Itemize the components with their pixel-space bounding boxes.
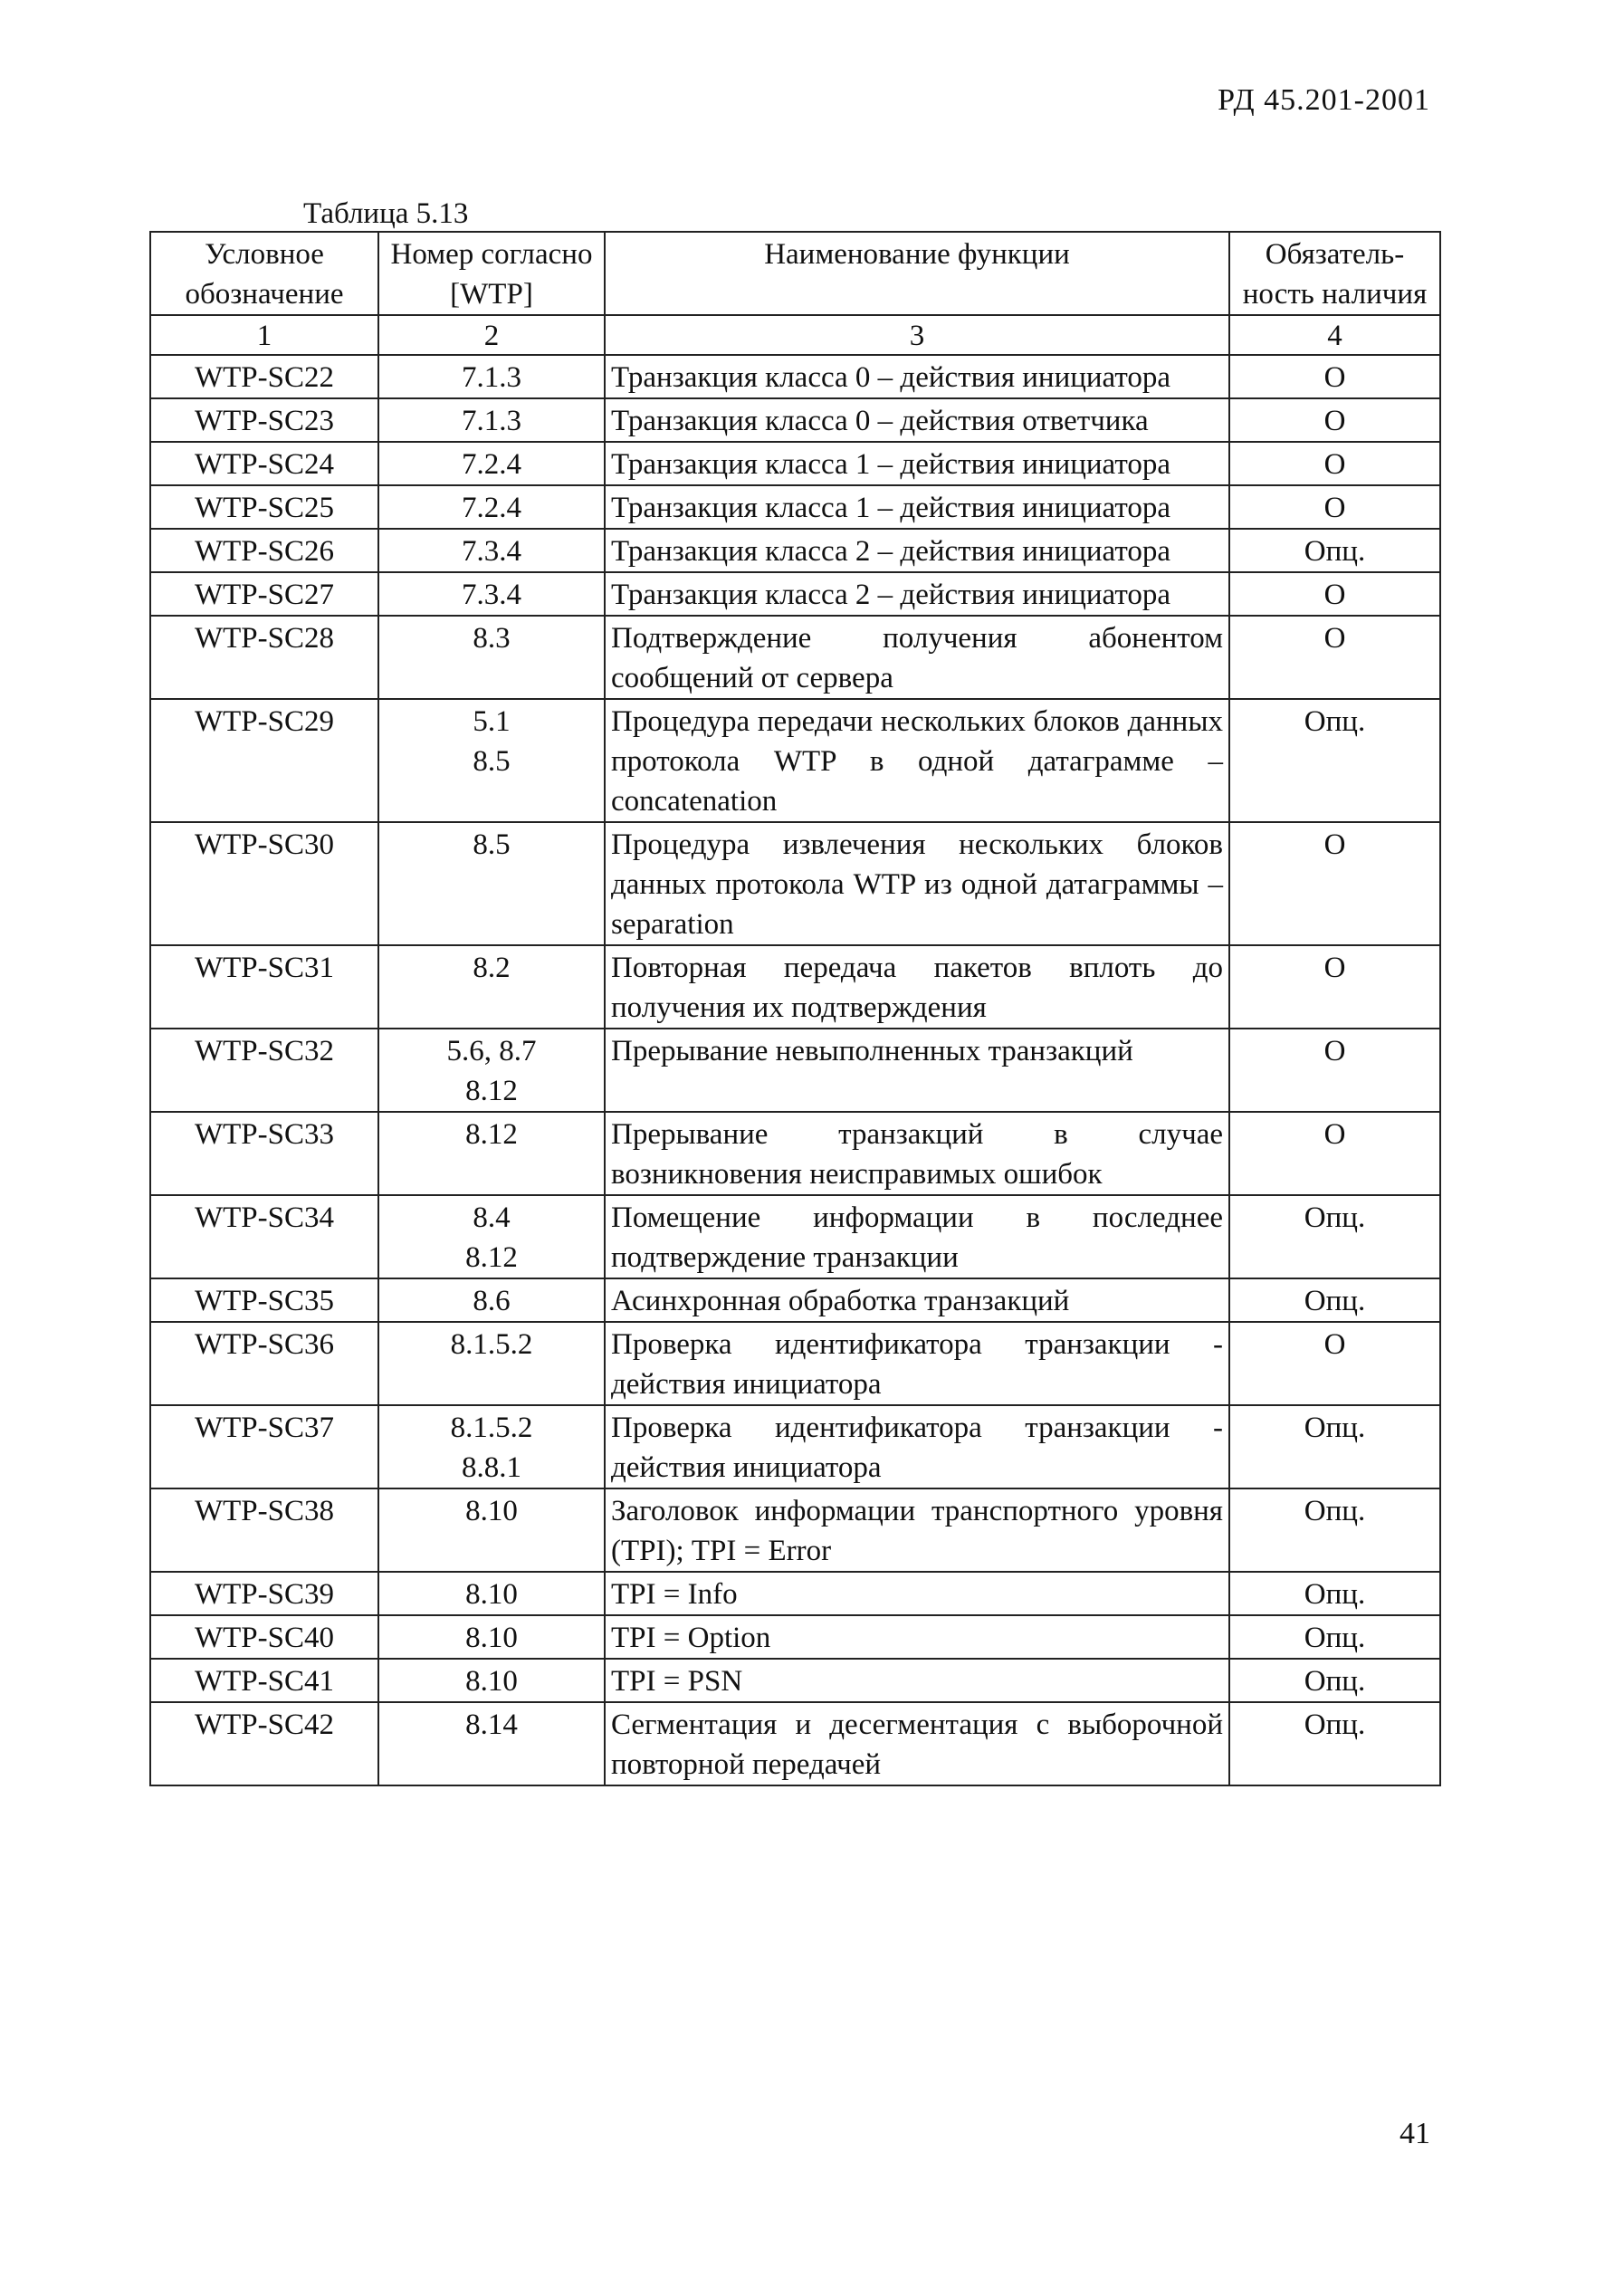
wtp-reference: 8.8.1: [462, 1451, 521, 1484]
cell-obligation: О: [1229, 822, 1440, 945]
column-header-designation: Условное обозначение: [150, 232, 378, 315]
wtp-reference: 8.3: [473, 622, 511, 655]
cell-wtp-number: [378, 1488, 605, 1572]
page-number: 41: [1400, 2117, 1430, 2150]
cell-wtp-number: [378, 398, 605, 442]
cell-function-name: Транзакция класса 0 – действия ответчика: [605, 398, 1229, 442]
wtp-reference: 8.12: [465, 1118, 518, 1151]
table-row: [150, 822, 1440, 945]
cell-designation: WTP-SC35: [150, 1278, 378, 1322]
cell-obligation: Опц.: [1229, 1572, 1440, 1615]
table-row: [150, 1322, 1440, 1405]
cell-designation: WTP-SC40: [150, 1615, 378, 1659]
cell-obligation: Опц.: [1229, 1278, 1440, 1322]
cell-designation: WTP-SC42: [150, 1702, 378, 1785]
cell-obligation: О: [1229, 398, 1440, 442]
column-number: 2: [378, 315, 605, 355]
wtp-reference: 8.12: [465, 1241, 518, 1274]
cell-obligation: Опц.: [1229, 1659, 1440, 1702]
cell-wtp-number: [378, 1322, 605, 1405]
cell-wtp-number: [378, 1195, 605, 1278]
cell-wtp-number: [378, 529, 605, 572]
cell-designation: WTP-SC36: [150, 1322, 378, 1405]
wtp-reference: 8.10: [465, 1622, 518, 1654]
table-header-row: [150, 232, 1440, 315]
cell-designation: WTP-SC41: [150, 1659, 378, 1702]
cell-designation: WTP-SC24: [150, 442, 378, 485]
table-row: [150, 1572, 1440, 1615]
cell-wtp-number: [378, 1702, 605, 1785]
cell-designation: WTP-SC29: [150, 699, 378, 822]
cell-function-name: Проверка идентификатора транзакции - действия инициатора: [605, 1322, 1229, 1405]
column-number: 1: [150, 315, 378, 355]
cell-wtp-number: [378, 1615, 605, 1659]
wtp-reference: 8.12: [465, 1075, 518, 1107]
table-row: [150, 485, 1440, 529]
cell-designation: WTP-SC27: [150, 572, 378, 616]
table-row: [150, 1405, 1440, 1488]
column-header-wtp-number: Номер согласно [WTP]: [378, 232, 605, 315]
wtp-reference: 8.10: [465, 1578, 518, 1611]
cell-function-name: Заголовок информации транспортного уровня (TPI); TPI = Error: [605, 1488, 1229, 1572]
cell-designation: WTP-SC38: [150, 1488, 378, 1572]
cell-wtp-number: [378, 822, 605, 945]
wtp-reference: 7.3.4: [462, 579, 521, 611]
table-row: [150, 398, 1440, 442]
cell-function-name: Прерывание невыполненных транзакций: [605, 1029, 1229, 1112]
table-row: [150, 1029, 1440, 1112]
wtp-reference: 8.5: [473, 828, 511, 861]
cell-designation: WTP-SC26: [150, 529, 378, 572]
cell-function-name: Повторная передача пакетов вплоть до получения их подтверждения: [605, 945, 1229, 1029]
wtp-reference: 7.1.3: [462, 361, 521, 394]
wtp-reference: 8.1.5.2: [450, 1412, 533, 1444]
cell-function-name: Транзакция класса 0 – действия инициатора: [605, 355, 1229, 398]
cell-obligation: О: [1229, 1029, 1440, 1112]
wtp-reference: 8.10: [465, 1665, 518, 1698]
wtp-reference: 8.1.5.2: [450, 1328, 533, 1361]
table-row: [150, 572, 1440, 616]
cell-function-name: Транзакция класса 2 – действия инициатора: [605, 529, 1229, 572]
cell-function-name: Транзакция класса 1 – действия инициатора: [605, 485, 1229, 529]
cell-function-name: Транзакция класса 1 – действия инициатора: [605, 442, 1229, 485]
cell-function-name: TPI = Info: [605, 1572, 1229, 1615]
wtp-reference: 7.1.3: [462, 405, 521, 437]
cell-designation: WTP-SC34: [150, 1195, 378, 1278]
cell-designation: WTP-SC25: [150, 485, 378, 529]
wtp-reference: 7.3.4: [462, 535, 521, 568]
cell-designation: WTP-SC23: [150, 398, 378, 442]
cell-obligation: О: [1229, 442, 1440, 485]
cell-obligation: Опц.: [1229, 699, 1440, 822]
wtp-reference: 7.2.4: [462, 448, 521, 481]
cell-function-name: Помещение информации в последнее подтверждение транзакции: [605, 1195, 1229, 1278]
cell-designation: WTP-SC30: [150, 822, 378, 945]
wtp-reference: 8.4: [473, 1201, 511, 1234]
cell-wtp-number: [378, 1659, 605, 1702]
cell-wtp-number: [378, 485, 605, 529]
cell-function-name: Прерывание транзакций в случае возникновения неисправимых ошибок: [605, 1112, 1229, 1195]
table-row: [150, 442, 1440, 485]
cell-obligation: О: [1229, 572, 1440, 616]
table-row: [150, 1195, 1440, 1278]
table-row: [150, 945, 1440, 1029]
cell-wtp-number: [378, 1572, 605, 1615]
cell-wtp-number: [378, 1112, 605, 1195]
wtp-reference: 8.5: [473, 745, 511, 778]
table-body: [150, 355, 1440, 1785]
cell-wtp-number: [378, 355, 605, 398]
wtp-reference: 5.6, 8.7: [446, 1035, 537, 1067]
table-row: [150, 1112, 1440, 1195]
table-row: [150, 355, 1440, 398]
cell-function-name: Процедура передачи нескольких блоков данных протокола WTP в одной датаграмме – concatenation: [605, 699, 1229, 822]
cell-obligation: О: [1229, 485, 1440, 529]
cell-obligation: О: [1229, 1112, 1440, 1195]
cell-designation: WTP-SC31: [150, 945, 378, 1029]
column-number: 4: [1229, 315, 1440, 355]
table-row: [150, 1278, 1440, 1322]
column-header-function-name: Наименование функции: [605, 232, 1229, 315]
cell-obligation: Опц.: [1229, 1405, 1440, 1488]
cell-obligation: О: [1229, 355, 1440, 398]
cell-obligation: Опц.: [1229, 529, 1440, 572]
cell-obligation: О: [1229, 945, 1440, 1029]
cell-wtp-number: [378, 1029, 605, 1112]
column-numbers-row: [150, 315, 1440, 355]
table-row: [150, 1702, 1440, 1785]
cell-wtp-number: [378, 945, 605, 1029]
wtp-reference: 8.6: [473, 1285, 511, 1317]
cell-wtp-number: [378, 572, 605, 616]
cell-designation: WTP-SC22: [150, 355, 378, 398]
cell-wtp-number: [378, 1278, 605, 1322]
document-code: РД 45.201-2001: [1218, 83, 1430, 117]
cell-designation: WTP-SC37: [150, 1405, 378, 1488]
cell-wtp-number: [378, 442, 605, 485]
cell-obligation: Опц.: [1229, 1195, 1440, 1278]
cell-obligation: Опц.: [1229, 1488, 1440, 1572]
cell-function-name: Проверка идентификатора транзакции - действия инициатора: [605, 1405, 1229, 1488]
cell-designation: WTP-SC32: [150, 1029, 378, 1112]
wtp-reference: 8.10: [465, 1495, 518, 1527]
cell-designation: WTP-SC33: [150, 1112, 378, 1195]
table-caption: Таблица 5.13: [303, 197, 469, 230]
table-row: [150, 1488, 1440, 1572]
cell-function-name: Сегментация и десегментация с выборочной повторной передачей: [605, 1702, 1229, 1785]
cell-function-name: TPI = PSN: [605, 1659, 1229, 1702]
cell-obligation: О: [1229, 1322, 1440, 1405]
wtp-reference: 5.1: [473, 705, 511, 738]
cell-wtp-number: [378, 616, 605, 699]
cell-designation: WTP-SC28: [150, 616, 378, 699]
column-header-obligation: Обязатель-ность наличия: [1229, 232, 1440, 315]
wtp-reference: 7.2.4: [462, 492, 521, 524]
table-row: [150, 1615, 1440, 1659]
functions-table: [149, 231, 1441, 1786]
wtp-reference: 8.2: [473, 952, 511, 984]
table-row: [150, 699, 1440, 822]
cell-wtp-number: [378, 1405, 605, 1488]
table-row: [150, 616, 1440, 699]
cell-function-name: Асинхронная обработка транзакций: [605, 1278, 1229, 1322]
cell-designation: WTP-SC39: [150, 1572, 378, 1615]
cell-wtp-number: [378, 699, 605, 822]
wtp-reference: 8.14: [465, 1708, 518, 1741]
cell-function-name: TPI = Option: [605, 1615, 1229, 1659]
table-row: [150, 1659, 1440, 1702]
cell-function-name: Подтверждение получения абонентом сообщений от сервера: [605, 616, 1229, 699]
cell-obligation: О: [1229, 616, 1440, 699]
cell-obligation: Опц.: [1229, 1702, 1440, 1785]
column-number: 3: [605, 315, 1229, 355]
table-row: [150, 529, 1440, 572]
cell-function-name: Процедура извлечения нескольких блоков данных протокола WTP из одной датаграммы – separation: [605, 822, 1229, 945]
cell-function-name: Транзакция класса 2 – действия инициатора: [605, 572, 1229, 616]
cell-obligation: Опц.: [1229, 1615, 1440, 1659]
